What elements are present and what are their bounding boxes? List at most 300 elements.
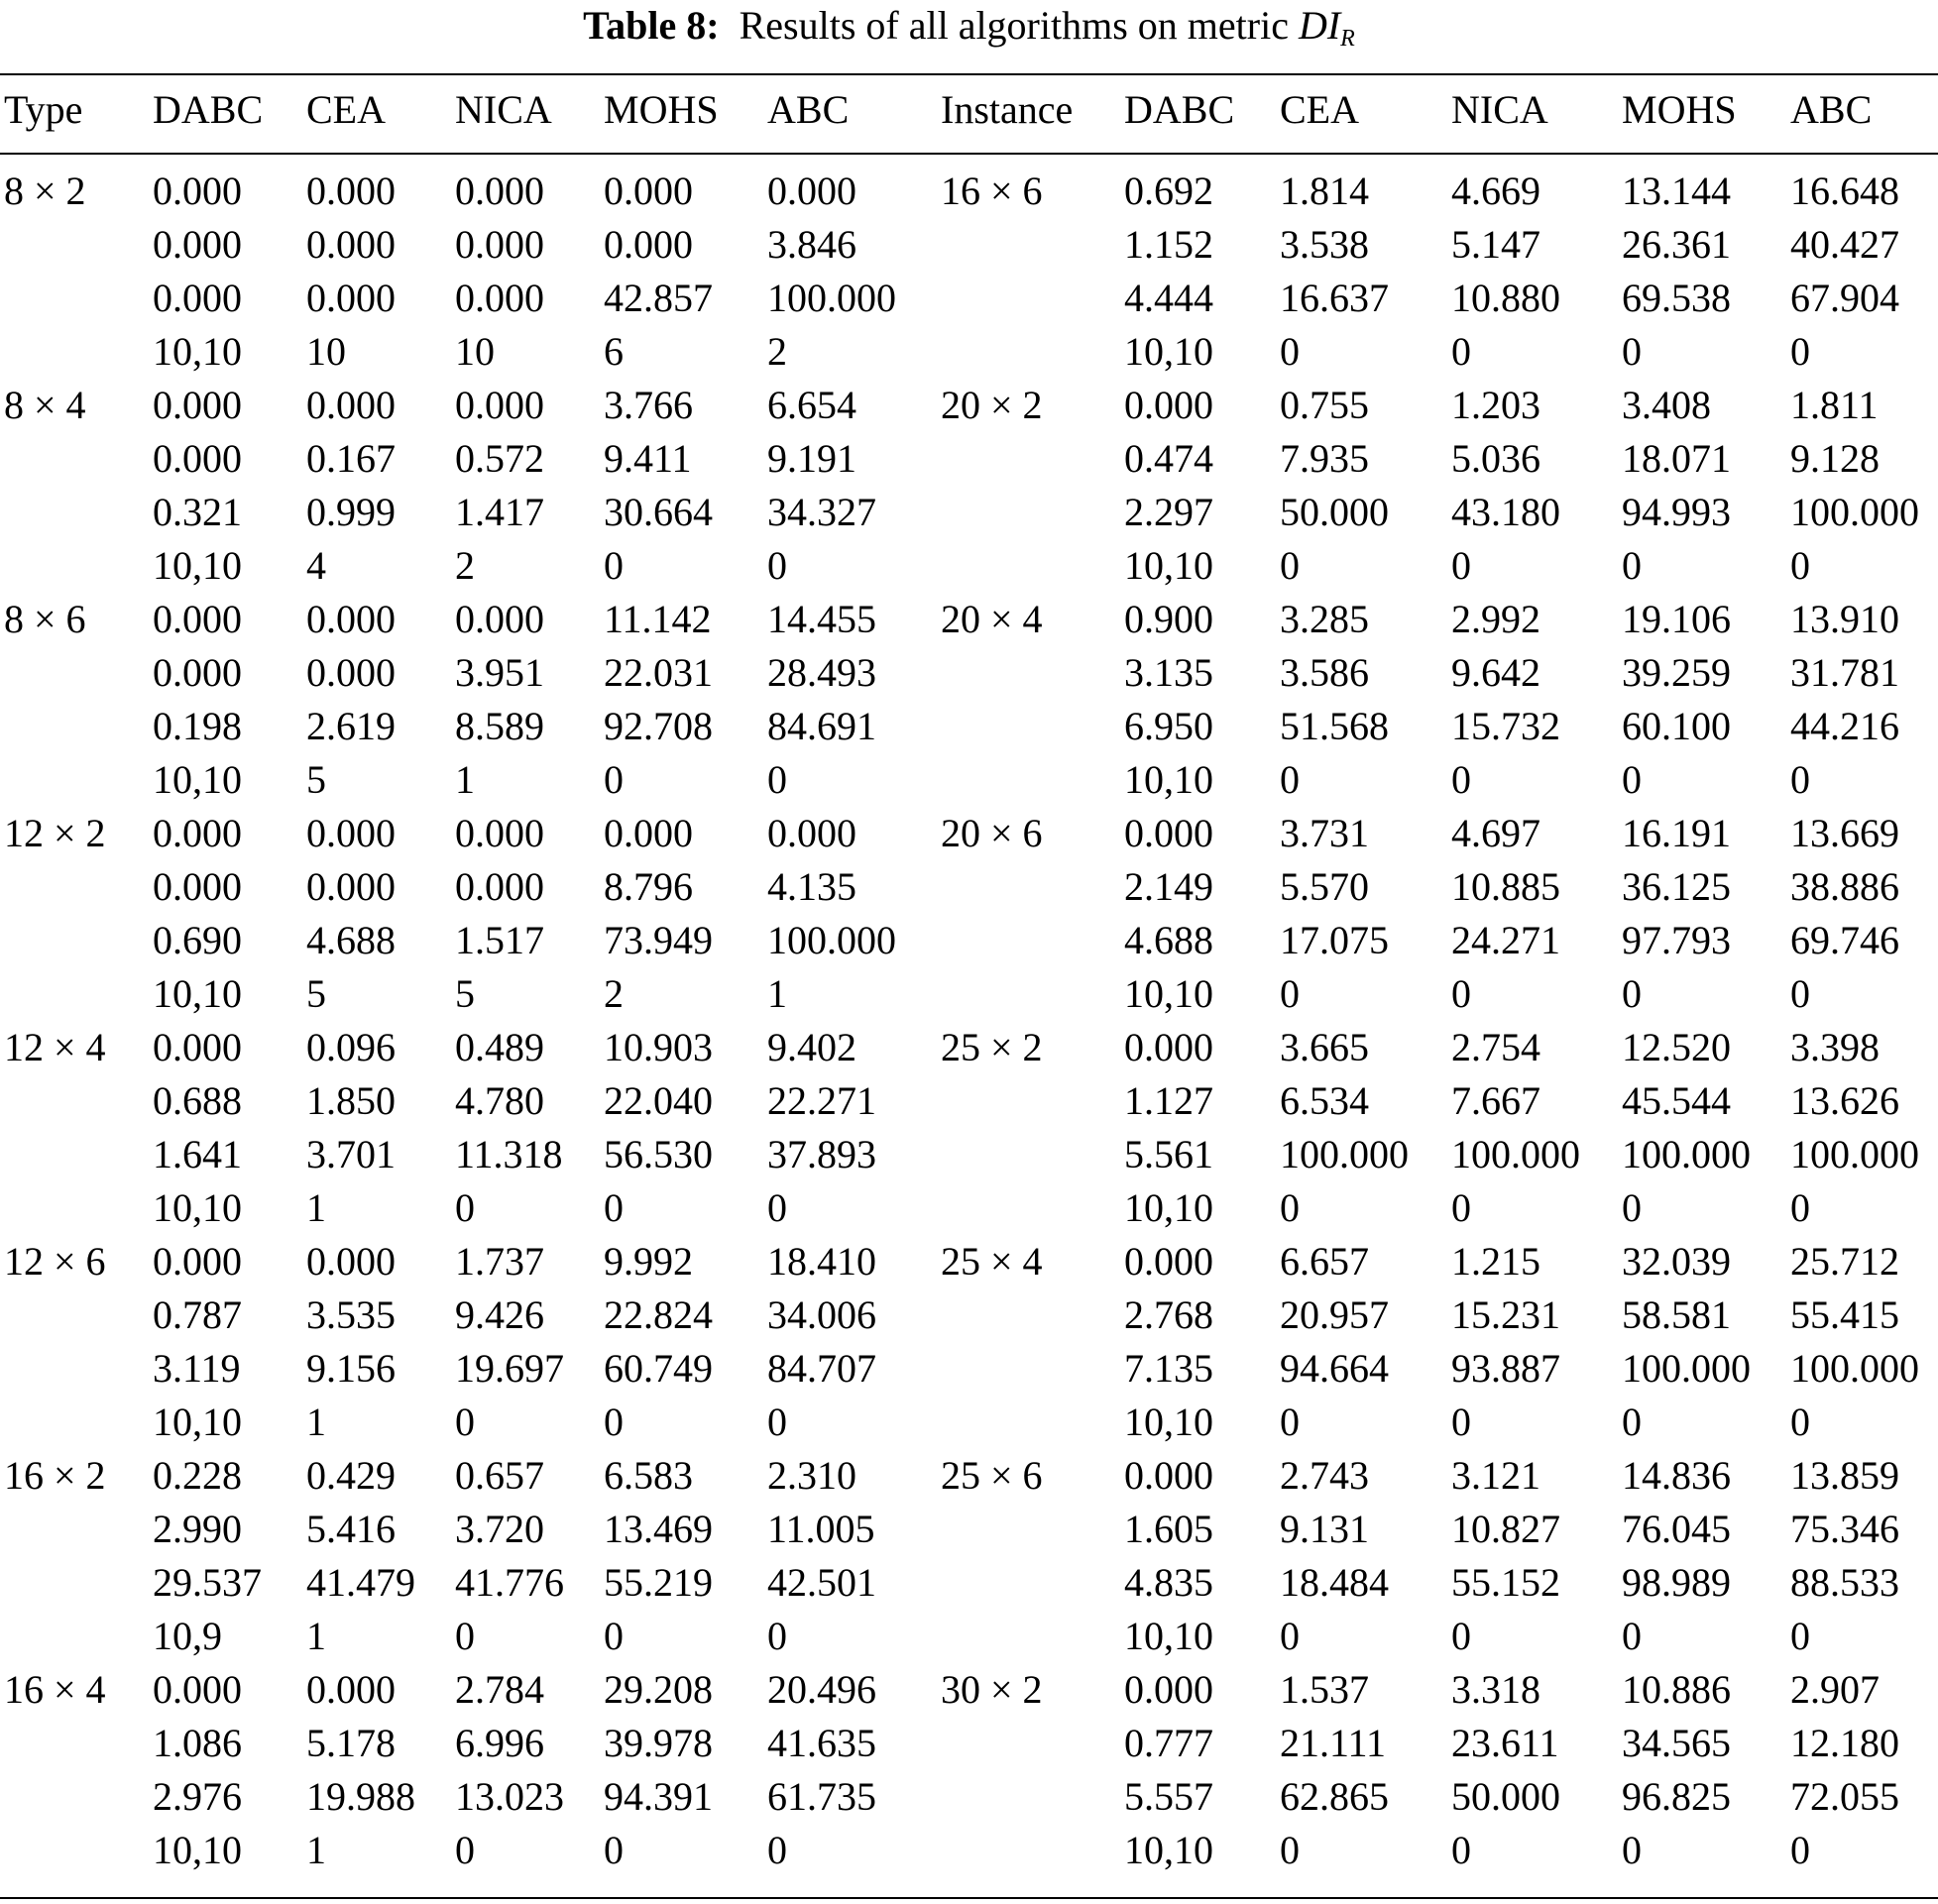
- value-cell: 1: [306, 1827, 326, 1872]
- value-cell: 3.535: [306, 1291, 396, 1337]
- value-cell: 100.000: [1790, 489, 1919, 534]
- value-cell: 5.416: [306, 1506, 396, 1551]
- value-cell: 10,10: [1124, 970, 1213, 1016]
- instance-cell: [937, 752, 1120, 806]
- type-cell: 8 × 2: [4, 168, 86, 213]
- value-cell: 0: [1451, 1613, 1471, 1658]
- value-cell: 0: [1622, 542, 1642, 588]
- value-cell: 40.427: [1790, 221, 1899, 267]
- value-cell: 9.426: [455, 1291, 544, 1337]
- value-cell: 55.152: [1451, 1559, 1560, 1605]
- value-cell: 61.735: [767, 1773, 876, 1819]
- value-cell: 22.271: [767, 1077, 876, 1123]
- value-cell: 0.000: [455, 221, 544, 267]
- value-cell: 14.455: [767, 596, 876, 641]
- value-cell: 1: [306, 1613, 326, 1658]
- value-cell: 41.479: [306, 1559, 415, 1605]
- instance-cell: 20 × 4: [941, 596, 1043, 641]
- value-cell: 1.737: [455, 1238, 544, 1284]
- value-cell: 0.000: [604, 810, 693, 855]
- type-cell: [0, 1555, 149, 1609]
- table-row: [0, 1180, 1938, 1234]
- value-cell: 4: [306, 542, 326, 588]
- value-cell: 3.951: [455, 649, 544, 695]
- table-row: [0, 1823, 1938, 1876]
- value-cell: 0: [767, 1399, 787, 1444]
- value-cell: 4.135: [767, 863, 856, 909]
- value-cell: 0: [767, 1613, 787, 1658]
- table-row: [0, 806, 1938, 859]
- value-cell: 94.993: [1622, 489, 1731, 534]
- value-cell: 10,10: [1124, 1827, 1213, 1872]
- value-cell: 0: [1790, 542, 1810, 588]
- value-cell: 34.565: [1622, 1720, 1731, 1765]
- value-cell: 0: [1451, 1399, 1471, 1444]
- value-cell: 0.000: [306, 596, 396, 641]
- value-cell: 0.000: [306, 382, 396, 427]
- value-cell: 41.635: [767, 1720, 876, 1765]
- value-cell: 58.581: [1622, 1291, 1731, 1337]
- column-header-left-3: NICA: [455, 86, 552, 132]
- value-cell: 0: [1790, 756, 1810, 802]
- value-cell: 0: [1790, 1827, 1810, 1872]
- table-row: [0, 859, 1938, 913]
- value-cell: 9.642: [1451, 649, 1540, 695]
- column-header-right-2: CEA: [1280, 86, 1359, 132]
- instance-cell: [937, 1073, 1120, 1127]
- instance-cell: [937, 1341, 1120, 1395]
- value-cell: 13.626: [1790, 1077, 1899, 1123]
- value-cell: 5.178: [306, 1720, 396, 1765]
- results-table: [0, 55, 1938, 1876]
- value-cell: 9.191: [767, 435, 856, 481]
- value-cell: 18.410: [767, 1238, 876, 1284]
- value-cell: 2.768: [1124, 1291, 1213, 1337]
- value-cell: 0.096: [306, 1024, 396, 1069]
- instance-cell: [937, 1716, 1120, 1769]
- caption-metric-main: DI: [1298, 3, 1341, 48]
- value-cell: 0.321: [153, 489, 242, 534]
- value-cell: 0.000: [1124, 1452, 1213, 1498]
- value-cell: 0.000: [455, 596, 544, 641]
- value-cell: 10: [306, 328, 346, 374]
- value-cell: 0.690: [153, 917, 242, 962]
- value-cell: 88.533: [1790, 1559, 1899, 1605]
- value-cell: 6.950: [1124, 703, 1213, 748]
- value-cell: 12.180: [1790, 1720, 1899, 1765]
- value-cell: 0.755: [1280, 382, 1369, 427]
- value-cell: 2.990: [153, 1506, 242, 1551]
- value-cell: 2: [767, 328, 787, 374]
- value-cell: 1.641: [153, 1131, 242, 1176]
- instance-cell: 25 × 4: [941, 1238, 1043, 1284]
- value-cell: 13.910: [1790, 596, 1899, 641]
- value-cell: 0.000: [153, 1238, 242, 1284]
- value-cell: 73.949: [604, 917, 713, 962]
- value-cell: 0: [1451, 1827, 1471, 1872]
- value-cell: 22.824: [604, 1291, 713, 1337]
- table-row: [0, 1395, 1938, 1448]
- type-cell: 12 × 2: [4, 810, 106, 855]
- value-cell: 0: [1280, 542, 1300, 588]
- value-cell: 1: [306, 1399, 326, 1444]
- value-cell: 0: [604, 1184, 624, 1230]
- type-cell: 16 × 2: [4, 1452, 106, 1498]
- value-cell: 3.408: [1622, 382, 1711, 427]
- value-cell: 0: [455, 1827, 475, 1872]
- type-cell: [0, 645, 149, 699]
- value-cell: 20.496: [767, 1666, 876, 1712]
- table-row: [0, 1609, 1938, 1662]
- value-cell: 16.637: [1280, 275, 1389, 320]
- value-cell: 6: [604, 328, 624, 374]
- value-cell: 10: [455, 328, 495, 374]
- value-cell: 100.000: [1790, 1131, 1919, 1176]
- value-cell: 0.000: [153, 435, 242, 481]
- value-cell: 22.040: [604, 1077, 713, 1123]
- value-cell: 10,10: [153, 756, 242, 802]
- table-row: [0, 324, 1938, 378]
- value-cell: 1.850: [306, 1077, 396, 1123]
- type-cell: 12 × 6: [4, 1238, 106, 1284]
- value-cell: 0: [455, 1613, 475, 1658]
- table-row: [0, 378, 1938, 431]
- value-cell: 75.346: [1790, 1506, 1899, 1551]
- value-cell: 5: [306, 970, 326, 1016]
- value-cell: 43.180: [1451, 489, 1560, 534]
- value-cell: 19.106: [1622, 596, 1731, 641]
- value-cell: 0: [1280, 1827, 1300, 1872]
- instance-cell: [937, 1127, 1120, 1180]
- column-header-right-1: DABC: [1124, 86, 1235, 132]
- value-cell: 23.611: [1451, 1720, 1559, 1765]
- value-cell: 37.893: [767, 1131, 876, 1176]
- value-cell: 51.568: [1280, 703, 1389, 748]
- table-row: [0, 752, 1938, 806]
- table-row: [0, 164, 1938, 217]
- value-cell: 3.766: [604, 382, 693, 427]
- type-cell: [0, 1769, 149, 1823]
- value-cell: 0.657: [455, 1452, 544, 1498]
- table-row: [0, 592, 1938, 645]
- value-cell: 2.619: [306, 703, 396, 748]
- table-row: [0, 913, 1938, 966]
- value-cell: 6.657: [1280, 1238, 1369, 1284]
- instance-cell: [937, 271, 1120, 324]
- value-cell: 1: [455, 756, 475, 802]
- value-cell: 98.989: [1622, 1559, 1731, 1605]
- instance-cell: [937, 913, 1120, 966]
- value-cell: 69.538: [1622, 275, 1731, 320]
- type-cell: [0, 699, 149, 752]
- value-cell: 10.886: [1622, 1666, 1731, 1712]
- value-cell: 7.935: [1280, 435, 1369, 481]
- value-cell: 2.310: [767, 1452, 856, 1498]
- value-cell: 1.517: [455, 917, 544, 962]
- caption-metric: [1298, 3, 1355, 52]
- value-cell: 97.793: [1622, 917, 1731, 962]
- value-cell: 0: [1280, 1613, 1300, 1658]
- value-cell: 0.228: [153, 1452, 242, 1498]
- value-cell: 0.000: [153, 649, 242, 695]
- value-cell: 0.000: [306, 1666, 396, 1712]
- type-cell: [0, 1073, 149, 1127]
- column-header-right-4: MOHS: [1622, 86, 1737, 132]
- table-row: [0, 1073, 1938, 1127]
- column-header-left-4: MOHS: [604, 86, 719, 132]
- value-cell: 0: [1280, 1184, 1300, 1230]
- table-caption: [0, 0, 1938, 52]
- value-cell: 84.691: [767, 703, 876, 748]
- value-cell: 44.216: [1790, 703, 1899, 748]
- value-cell: 5.147: [1451, 221, 1540, 267]
- value-cell: 5.036: [1451, 435, 1540, 481]
- value-cell: 0.167: [306, 435, 396, 481]
- value-cell: 30.664: [604, 489, 713, 534]
- type-cell: [0, 859, 149, 913]
- value-cell: 0: [1622, 1613, 1642, 1658]
- type-cell: [0, 271, 149, 324]
- value-cell: 9.402: [767, 1024, 856, 1069]
- value-cell: 6.996: [455, 1720, 544, 1765]
- value-cell: 3.731: [1280, 810, 1369, 855]
- value-cell: 0.000: [153, 810, 242, 855]
- value-cell: 2: [604, 970, 624, 1016]
- value-cell: 10,10: [1124, 1184, 1213, 1230]
- value-cell: 0: [604, 756, 624, 802]
- value-cell: 19.697: [455, 1345, 564, 1391]
- value-cell: 11.318: [455, 1131, 563, 1176]
- column-header-left-0: Type: [4, 86, 83, 132]
- value-cell: 4.835: [1124, 1559, 1213, 1605]
- value-cell: 100.000: [1622, 1131, 1751, 1176]
- value-cell: 0.999: [306, 489, 396, 534]
- table-row: [0, 966, 1938, 1020]
- value-cell: 14.836: [1622, 1452, 1731, 1498]
- value-cell: 0: [1790, 1184, 1810, 1230]
- table-row: [0, 431, 1938, 485]
- value-cell: 3.398: [1790, 1024, 1880, 1069]
- value-cell: 100.000: [1622, 1345, 1751, 1391]
- value-cell: 0: [1280, 1399, 1300, 1444]
- value-cell: 3.701: [306, 1131, 396, 1176]
- value-cell: 3.538: [1280, 221, 1369, 267]
- value-cell: 0.777: [1124, 1720, 1213, 1765]
- value-cell: 0.000: [455, 168, 544, 213]
- value-cell: 18.071: [1622, 435, 1731, 481]
- value-cell: 0.000: [455, 275, 544, 320]
- value-cell: 4.688: [1124, 917, 1213, 962]
- value-cell: 0.000: [455, 810, 544, 855]
- value-cell: 1.152: [1124, 221, 1213, 267]
- type-cell: [0, 538, 149, 592]
- value-cell: 0.000: [604, 221, 693, 267]
- value-cell: 60.749: [604, 1345, 713, 1391]
- value-cell: 13.669: [1790, 810, 1899, 855]
- value-cell: 26.361: [1622, 221, 1731, 267]
- instance-cell: [937, 1823, 1120, 1876]
- type-cell: [0, 217, 149, 271]
- bottom-rule: [0, 1897, 1938, 1899]
- value-cell: 10,9: [153, 1613, 222, 1658]
- value-cell: 100.000: [1280, 1131, 1409, 1176]
- value-cell: 2.149: [1124, 863, 1213, 909]
- value-cell: 3.720: [455, 1506, 544, 1551]
- value-cell: 18.484: [1280, 1559, 1389, 1605]
- value-cell: 0: [1451, 756, 1471, 802]
- value-cell: 1.814: [1280, 168, 1369, 213]
- value-cell: 10,10: [153, 1827, 242, 1872]
- value-cell: 0.489: [455, 1024, 544, 1069]
- value-cell: 3.586: [1280, 649, 1369, 695]
- column-header-left-5: ABC: [767, 86, 850, 132]
- value-cell: 39.259: [1622, 649, 1731, 695]
- value-cell: 0.900: [1124, 596, 1213, 641]
- value-cell: 0: [1622, 1399, 1642, 1444]
- instance-cell: [937, 431, 1120, 485]
- type-cell: [0, 966, 149, 1020]
- value-cell: 0.000: [455, 382, 544, 427]
- value-cell: 2: [455, 542, 475, 588]
- value-cell: 50.000: [1280, 489, 1389, 534]
- instance-cell: [937, 485, 1120, 538]
- value-cell: 92.708: [604, 703, 713, 748]
- value-cell: 29.537: [153, 1559, 262, 1605]
- instance-cell: [937, 1609, 1120, 1662]
- value-cell: 1.537: [1280, 1666, 1369, 1712]
- value-cell: 2.297: [1124, 489, 1213, 534]
- type-cell: [0, 913, 149, 966]
- type-cell: [0, 485, 149, 538]
- value-cell: 3.318: [1451, 1666, 1540, 1712]
- value-cell: 2.907: [1790, 1666, 1880, 1712]
- type-cell: [0, 1716, 149, 1769]
- value-cell: 0: [1622, 328, 1642, 374]
- value-cell: 0.000: [306, 275, 396, 320]
- value-cell: 24.271: [1451, 917, 1560, 962]
- value-cell: 69.746: [1790, 917, 1899, 962]
- value-cell: 1.417: [455, 489, 544, 534]
- value-cell: 0.000: [153, 596, 242, 641]
- value-cell: 34.006: [767, 1291, 876, 1337]
- value-cell: 20.957: [1280, 1291, 1389, 1337]
- value-cell: 0: [1790, 328, 1810, 374]
- value-cell: 10.880: [1451, 275, 1560, 320]
- value-cell: 0.000: [153, 168, 242, 213]
- value-cell: 0.787: [153, 1291, 242, 1337]
- value-cell: 0: [1790, 1613, 1810, 1658]
- value-cell: 3.665: [1280, 1024, 1369, 1069]
- value-cell: 10,10: [1124, 756, 1213, 802]
- value-cell: 1.811: [1790, 382, 1879, 427]
- caption-metric-subscript: R: [1340, 26, 1355, 52]
- value-cell: 0: [604, 1613, 624, 1658]
- value-cell: 45.544: [1622, 1077, 1731, 1123]
- value-cell: 36.125: [1622, 863, 1731, 909]
- type-cell: [0, 1609, 149, 1662]
- type-cell: [0, 1288, 149, 1341]
- value-cell: 0.000: [455, 863, 544, 909]
- column-header-left-1: DABC: [153, 86, 264, 132]
- value-cell: 0.000: [306, 168, 396, 213]
- value-cell: 29.208: [604, 1666, 713, 1712]
- instance-cell: [937, 1288, 1120, 1341]
- value-cell: 0: [1451, 970, 1471, 1016]
- value-cell: 0.429: [306, 1452, 396, 1498]
- value-cell: 0: [1622, 756, 1642, 802]
- instance-cell: [937, 1502, 1120, 1555]
- value-cell: 28.493: [767, 649, 876, 695]
- type-cell: 16 × 4: [4, 1666, 106, 1712]
- instance-cell: [937, 324, 1120, 378]
- value-cell: 1.215: [1451, 1238, 1540, 1284]
- value-cell: 13.023: [455, 1773, 564, 1819]
- instance-cell: [937, 966, 1120, 1020]
- value-cell: 1.203: [1451, 382, 1540, 427]
- value-cell: 0: [604, 542, 624, 588]
- table-row: [0, 1502, 1938, 1555]
- value-cell: 0: [455, 1399, 475, 1444]
- instance-cell: 16 × 6: [941, 168, 1043, 213]
- value-cell: 10,10: [1124, 1613, 1213, 1658]
- value-cell: 25.712: [1790, 1238, 1899, 1284]
- value-cell: 16.648: [1790, 168, 1899, 213]
- instance-cell: [937, 859, 1120, 913]
- value-cell: 0: [767, 1827, 787, 1872]
- value-cell: 0.474: [1124, 435, 1213, 481]
- value-cell: 10.827: [1451, 1506, 1560, 1551]
- value-cell: 96.825: [1622, 1773, 1731, 1819]
- value-cell: 9.992: [604, 1238, 693, 1284]
- value-cell: 5: [306, 756, 326, 802]
- value-cell: 100.000: [1451, 1131, 1580, 1176]
- value-cell: 0: [1280, 970, 1300, 1016]
- value-cell: 5.570: [1280, 863, 1369, 909]
- table-row: [0, 217, 1938, 271]
- table-row: [0, 1555, 1938, 1609]
- value-cell: 0: [604, 1827, 624, 1872]
- value-cell: 10,10: [153, 970, 242, 1016]
- table-row: [0, 1662, 1938, 1716]
- table-row: [0, 1288, 1938, 1341]
- table-row: [0, 1341, 1938, 1395]
- value-cell: 4.697: [1451, 810, 1540, 855]
- value-cell: 0.000: [306, 649, 396, 695]
- value-cell: 76.045: [1622, 1506, 1731, 1551]
- column-header-right-0: Instance: [941, 86, 1074, 132]
- value-cell: 5: [455, 970, 475, 1016]
- value-cell: 0.688: [153, 1077, 242, 1123]
- value-cell: 3.285: [1280, 596, 1369, 641]
- value-cell: 0.000: [306, 221, 396, 267]
- value-cell: 3.119: [153, 1345, 241, 1391]
- value-cell: 9.156: [306, 1345, 396, 1391]
- value-cell: 0.000: [153, 382, 242, 427]
- value-cell: 13.469: [604, 1506, 713, 1551]
- value-cell: 0.000: [1124, 382, 1213, 427]
- value-cell: 1: [767, 970, 787, 1016]
- value-cell: 10.903: [604, 1024, 713, 1069]
- value-cell: 9.131: [1280, 1506, 1369, 1551]
- value-cell: 10,10: [153, 542, 242, 588]
- value-cell: 15.231: [1451, 1291, 1560, 1337]
- value-cell: 72.055: [1790, 1773, 1899, 1819]
- value-cell: 0: [1280, 756, 1300, 802]
- instance-cell: 20 × 2: [941, 382, 1043, 427]
- value-cell: 0: [1790, 1399, 1810, 1444]
- instance-cell: [937, 645, 1120, 699]
- value-cell: 0: [1790, 970, 1810, 1016]
